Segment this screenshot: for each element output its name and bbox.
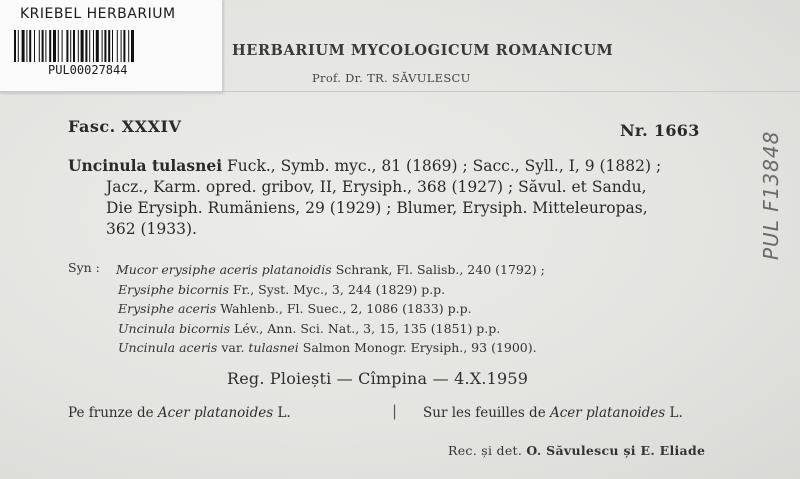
barcode-bar bbox=[112, 30, 113, 62]
barcode-bar bbox=[18, 30, 19, 62]
barcode-bar bbox=[49, 30, 51, 62]
barcode-label-title: KRIEBEL HERBARIUM bbox=[20, 6, 176, 22]
collection-locality-date: Reg. Ploiești — Cîmpina — 4.X.1959 bbox=[227, 369, 529, 388]
synonym-reference: Lév., Ann. Sci. Nat., 3, 15, 135 (1851) p.p. bbox=[230, 320, 501, 336]
collectors-line bbox=[448, 443, 705, 458]
barcode-bar bbox=[123, 30, 125, 62]
barcode-bar bbox=[89, 30, 90, 62]
specimen-number: Nr. 1663 bbox=[620, 121, 700, 140]
citation-line-1 bbox=[68, 155, 728, 177]
host-fr-prefix: Sur les feuilles de bbox=[423, 405, 550, 421]
taxon-name: Uncinula tulasnei bbox=[68, 156, 223, 175]
barcode-bar bbox=[42, 30, 44, 62]
host-ro-prefix: Pe frunze de bbox=[68, 405, 158, 421]
barcode-bar bbox=[96, 30, 99, 62]
barcode-bar bbox=[121, 30, 122, 62]
synonym-item bbox=[116, 260, 545, 280]
citation-line-3: Die Erysiph. Rumäniens, 29 (1929) ; Blumer, Erysiph. Mitteleuropas, bbox=[106, 199, 648, 217]
synonym-reference: Schrank, Fl. Salisb., 240 (1792) ; bbox=[331, 262, 545, 277]
citation-text: Fuck., Symb. myc., 81 (1869) ; Sacc., Syll., I, 9 (1882) ; bbox=[222, 157, 662, 175]
barcode-bar bbox=[26, 30, 27, 62]
citation-line-2: Jacz., Karm. opred. gribov, II, Erysiph., 368 (1927) ; Săvul. et Sandu, bbox=[106, 178, 647, 196]
synonym-name: Uncinula bicornis bbox=[118, 320, 231, 336]
synonym-name: Mucor erysiphe aceris platanoidis bbox=[116, 262, 332, 277]
synonym-name: Uncinula aceris bbox=[118, 340, 218, 355]
host-ro-author: L. bbox=[273, 405, 291, 421]
barcode-image bbox=[14, 30, 186, 62]
barcode-bar bbox=[70, 30, 71, 62]
host-french bbox=[423, 405, 683, 421]
synonyms-list bbox=[116, 260, 545, 358]
host-ro-species: Acer platanoides bbox=[157, 405, 274, 421]
barcode-bar bbox=[73, 30, 75, 62]
synonym-name: Erysiphe aceris bbox=[118, 301, 217, 316]
synonym-item bbox=[116, 280, 545, 300]
barcode-bar bbox=[14, 30, 16, 62]
taxon-citation-block bbox=[68, 155, 728, 240]
synonym-item bbox=[116, 299, 545, 319]
synonym-name: Erysiphe bicornis bbox=[118, 281, 229, 297]
barcode-bar bbox=[85, 30, 87, 62]
barcode-bar bbox=[58, 30, 59, 62]
barcode-bar bbox=[81, 30, 84, 62]
herbarium-title: HERBARIUM MYCOLOGICUM ROMANICUM bbox=[232, 42, 614, 59]
barcode-bar bbox=[34, 30, 35, 62]
barcode-bar bbox=[53, 30, 56, 62]
synonym-reference: Wahlenb., Fl. Suec., 2, 1086 (1833) p.p. bbox=[216, 301, 472, 316]
herbarium-editor: Prof. Dr. TR. SĂVULESCU bbox=[312, 71, 471, 85]
barcode-bar bbox=[39, 30, 40, 62]
barcode-bar bbox=[66, 30, 68, 62]
label-edge bbox=[0, 91, 800, 92]
host-romanian bbox=[68, 405, 291, 421]
barcode-bar bbox=[45, 30, 46, 62]
barcode-bar bbox=[102, 30, 103, 62]
barcode-bar bbox=[62, 30, 63, 62]
barcode-bar bbox=[128, 30, 129, 62]
barcode-bar bbox=[93, 30, 94, 62]
barcode-number: PUL00027844 bbox=[48, 63, 128, 77]
synonym-reference: Fr., Syst. Myc., 3, 244 (1829) p.p. bbox=[228, 281, 446, 297]
synonym-reference: var. bbox=[217, 340, 249, 355]
host-fr-species: Acer platanoides bbox=[549, 405, 666, 421]
synonyms-label: Syn : bbox=[68, 260, 100, 275]
handwritten-accession-number bbox=[758, 70, 788, 260]
barcode-bar bbox=[104, 30, 106, 62]
barcode-label bbox=[0, 0, 223, 93]
synonym-item bbox=[116, 338, 545, 358]
synonym-reference: Salmon Monogr. Erysiph., 93 (1900). bbox=[298, 340, 537, 355]
barcode-bar bbox=[131, 30, 134, 62]
citation-line-4: 362 (1933). bbox=[106, 220, 197, 238]
barcode-bar bbox=[78, 30, 79, 62]
barcode-bar bbox=[117, 30, 118, 62]
barcode-bar bbox=[22, 30, 25, 62]
synonym-item bbox=[116, 319, 545, 339]
barcode-bar bbox=[108, 30, 110, 62]
fascicle-number: Fasc. XXXIV bbox=[68, 117, 182, 136]
collectors-names: O. Săvulescu și E. Eliade bbox=[526, 443, 706, 458]
host-fr-author: L. bbox=[665, 405, 683, 421]
collectors-prefix: Rec. și det. bbox=[448, 443, 527, 458]
host-separator: | bbox=[392, 402, 398, 420]
handwritten-text: PUL F13848 bbox=[759, 130, 783, 260]
synonym-variety-name: tulasnei bbox=[248, 340, 299, 355]
barcode-bar bbox=[29, 30, 31, 62]
